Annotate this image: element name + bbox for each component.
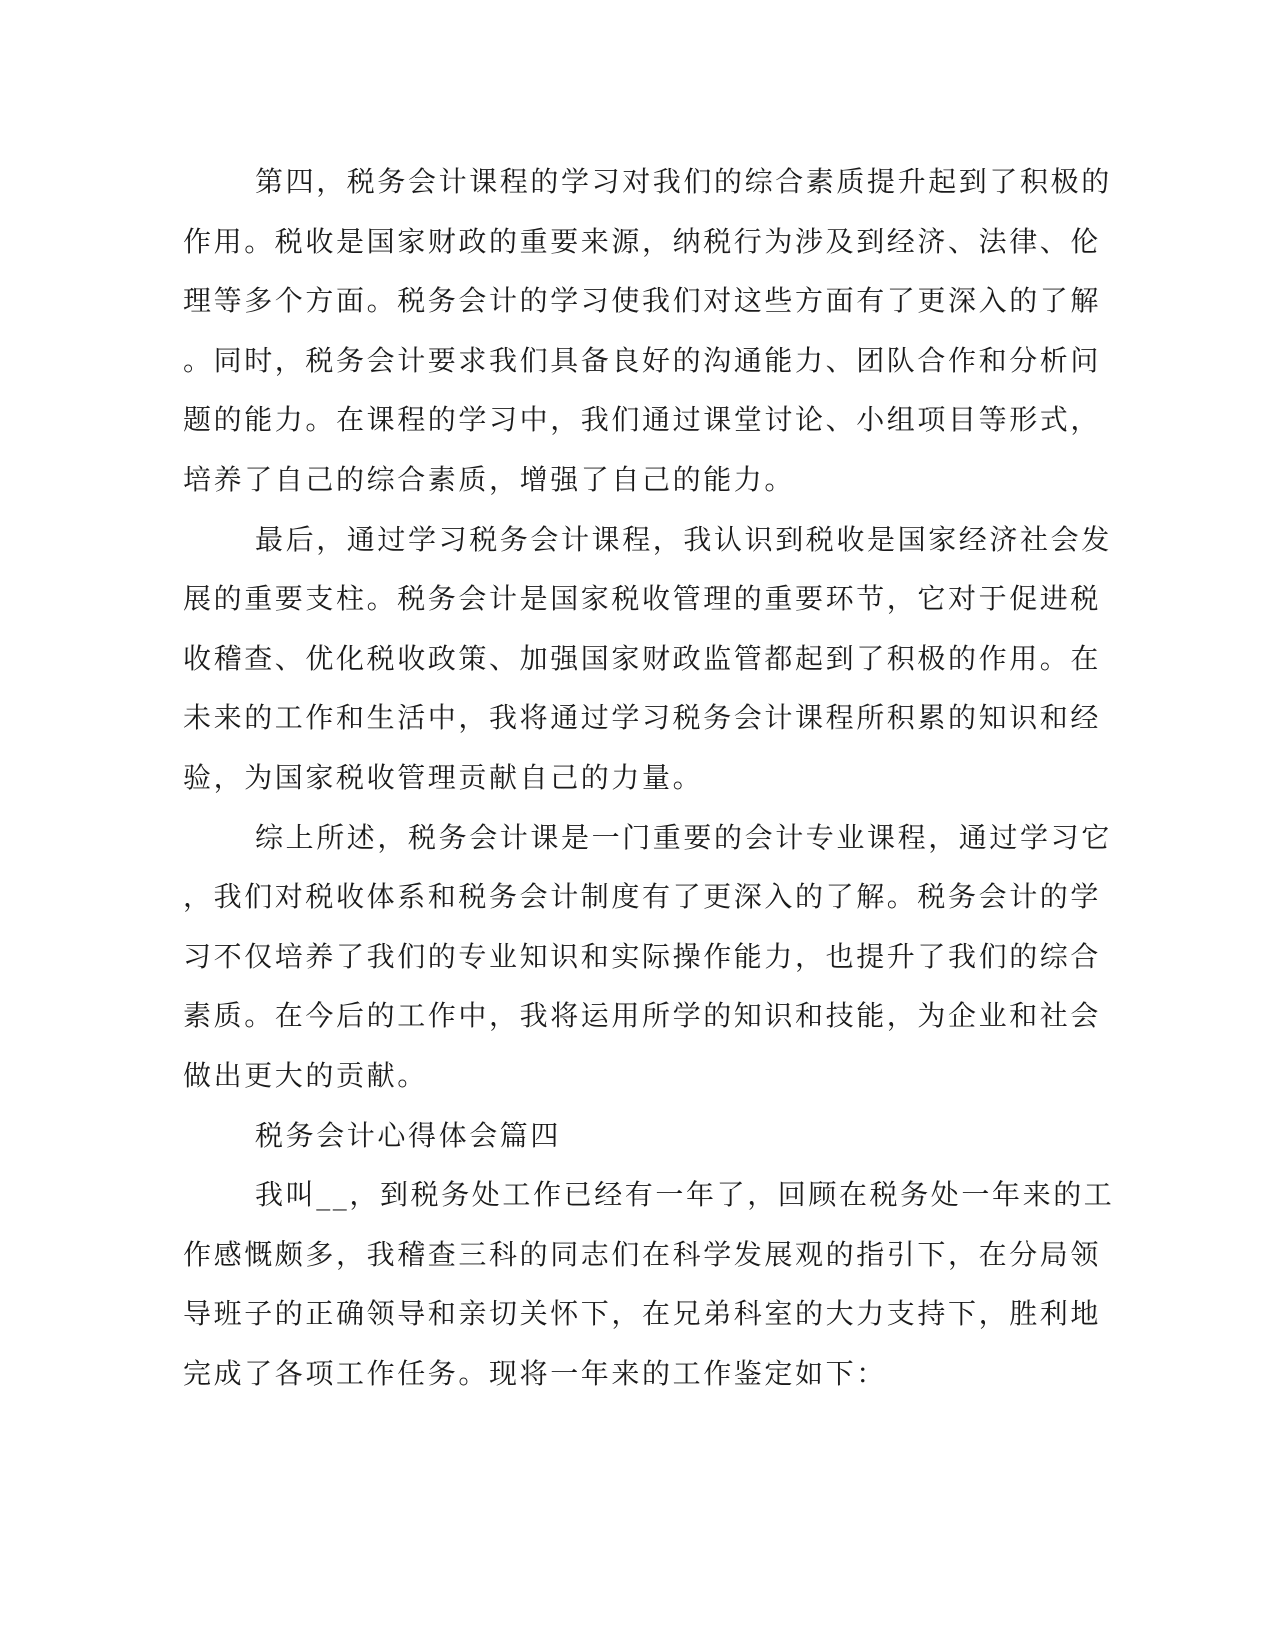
- text-line: 第四，税务会计课程的学习对我们的综合素质提升起到了积极的: [255, 165, 1112, 198]
- text-line: 培养了自己的综合素质，增强了自己的能力。: [183, 462, 796, 496]
- text-line: 作用。税收是国家财政的重要来源，纳税行为涉及到经济、法律、伦: [183, 224, 1102, 258]
- section-title: 税务会计心得体会篇四: [255, 1118, 562, 1152]
- text-line: 最后，通过学习税务会计课程，我认识到税收是国家经济社会发: [255, 522, 1112, 556]
- text-line: 。同时，税务会计要求我们具备良好的沟通能力、团队合作和分析问: [183, 343, 1102, 377]
- text-line: 导班子的正确领导和亲切关怀下，在兄弟科室的大力支持下，胜利地: [183, 1297, 1102, 1331]
- text-line: 完成了各项工作任务。现将一年来的工作鉴定如下：: [183, 1356, 887, 1390]
- text-line: 收稽查、优化税收政策、加强国家财政监管都起到了积极的作用。在: [183, 641, 1102, 675]
- text-line: 作感慨颇多，我稽查三科的同志们在科学发展观的指引下，在分局领: [183, 1237, 1102, 1271]
- text-line: 做出更大的贡献。: [183, 1058, 428, 1092]
- paragraph-work-review: [183, 1165, 1115, 1403]
- text-line: 理等多个方面。税务会计的学习使我们对这些方面有了更深入的了解: [183, 284, 1102, 318]
- text-line: 综上所述，税务会计课是一门重要的会计专业课程，通过学习它: [255, 820, 1112, 854]
- section-heading: [183, 1106, 1031, 1166]
- text-line: 我叫__，到税务处工作已经有一年了，回顾在税务处一年来的工: [255, 1178, 1115, 1212]
- text-line: 展的重要支柱。税务会计是国家税收管理的重要环节，它对于促进税: [183, 582, 1102, 616]
- text-line: ，我们对税收体系和税务会计制度有了更深入的了解。税务会计的学: [183, 880, 1102, 914]
- text-line: 题的能力。在课程的学习中，我们通过课堂讨论、小组项目等形式，: [183, 403, 1102, 437]
- paragraph-summary: [183, 808, 1112, 1106]
- paragraph-comprehensive-quality: [183, 152, 1112, 510]
- document-page: [183, 152, 1115, 1403]
- paragraph-finally: [183, 510, 1112, 808]
- text-line: 习不仅培养了我们的专业知识和实际操作能力，也提升了我们的综合: [183, 939, 1102, 973]
- text-line: 验，为国家税收管理贡献自己的力量。: [183, 760, 704, 794]
- text-line: 素质。在今后的工作中，我将运用所学的知识和技能，为企业和社会: [183, 999, 1102, 1033]
- text-line: 未来的工作和生活中，我将通过学习税务会计课程所积累的知识和经: [183, 701, 1102, 735]
